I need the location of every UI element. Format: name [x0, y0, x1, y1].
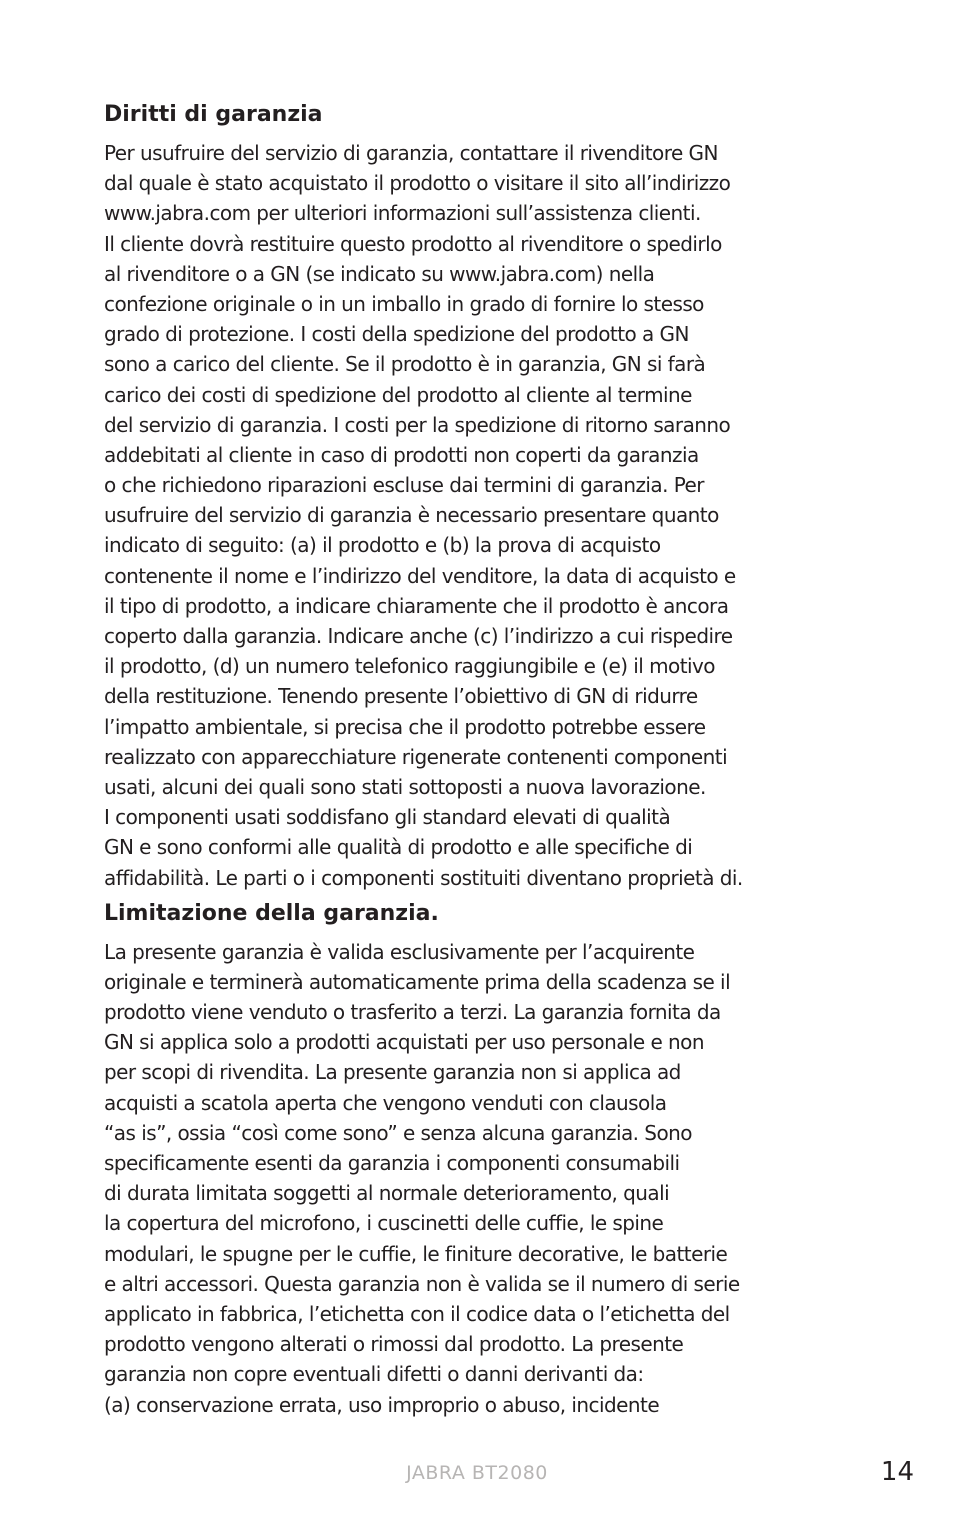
body-line: GN e sono conformi alle qualità di prodotto e alle specifiche di: [104, 835, 693, 860]
body-line: la copertura del microfono, i cuscinetti delle cuffie, le spine: [104, 1211, 664, 1236]
body-line: al rivenditore o a GN (se indicato su www.jabra.com) nella: [104, 261, 655, 286]
body-line: La presente garanzia è valida esclusivamente per l’acquirente: [104, 939, 695, 964]
document-page: [104, 100, 864, 1426]
body-line: sono a carico del cliente. Se il prodotto è in garanzia, GN si farà: [104, 352, 706, 377]
section-body: [104, 138, 864, 893]
section-limitazione-della-garanzia: [104, 899, 864, 1420]
body-line: usati, alcuni dei quali sono stati sottoposti a nuova lavorazione.: [104, 774, 706, 799]
body-line: addebitati al cliente in caso di prodotti non coperti da garanzia: [104, 442, 699, 467]
body-line: indicato di seguito: (a) il prodotto e (b) la prova di acquisto: [104, 533, 661, 558]
body-line: coperto dalla garanzia. Indicare anche (c) l’indirizzo a cui rispedire: [104, 624, 733, 648]
body-line: contenente il nome e l’indirizzo del venditore, la data di acquisto e: [104, 563, 736, 588]
body-line: affidabilità. Le parti o i componenti sostituiti diventano proprietà di.: [104, 865, 743, 890]
body-line: I componenti usati soddisfano gli standard elevati di qualità: [104, 805, 671, 830]
body-line: Il cliente dovrà restituire questo prodotto al rivenditore o spedirlo: [104, 231, 722, 256]
body-line: GN si applica solo a prodotti acquistati per uso personale e non: [104, 1030, 704, 1055]
body-line: il prodotto, (d) un numero telefonico raggiungibile e (e) il motivo: [104, 654, 715, 679]
body-line: grado di protezione. I costi della spedizione del prodotto a GN: [104, 322, 689, 347]
body-line: per scopi di rivendita. La presente garanzia non si applica ad: [104, 1060, 681, 1085]
body-line: originale e terminerà automaticamente prima della scadenza se il: [104, 969, 731, 994]
body-line: e altri accessori. Questa garanzia non è valida se il numero di serie: [104, 1271, 740, 1296]
body-line: l’impatto ambientale, si precisa che il prodotto potrebbe essere: [104, 714, 706, 739]
body-line: il tipo di prodotto, a indicare chiaramente che il prodotto è ancora: [104, 593, 729, 618]
body-line: applicato in fabbrica, l’etichetta con il codice data o l’etichetta del: [104, 1301, 730, 1326]
section-heading: Limitazione della garanzia.: [104, 900, 439, 926]
body-line: realizzato con apparecchiature rigenerate contenenti componenti: [104, 744, 728, 769]
body-line: modulari, le spugne per le cuffie, le finiture decorative, le batterie: [104, 1241, 728, 1266]
body-line: Per usufruire del servizio di garanzia, contattare il rivenditore GN: [104, 141, 718, 165]
body-line: acquisti a scatola aperta che vengono venduti con clausola: [104, 1090, 667, 1115]
body-line: di durata limitata soggetti al normale deterioramento, quali: [104, 1181, 670, 1206]
body-line: www.jabra.com per ulteriori informazioni sull’assistenza clienti.: [104, 201, 701, 226]
body-line: carico dei costi di spedizione del prodotto al cliente al termine: [104, 382, 692, 407]
body-line: prodotto vengono alterati o rimossi dal prodotto. La presente: [104, 1332, 684, 1357]
body-line: della restituzione. Tenendo presente l’obiettivo di GN di ridurre: [104, 684, 698, 709]
section-body: [104, 937, 864, 1420]
body-line: “as is”, ossia “così come sono” e senza alcuna garanzia. Sono: [104, 1120, 692, 1145]
body-line: o che richiedono riparazioni escluse dai termini di garanzia. Per: [104, 473, 704, 498]
body-line: specificamente esenti da garanzia i componenti consumabili: [104, 1151, 680, 1175]
footer-product-name: JABRA BT2080: [406, 1462, 548, 1484]
body-line: usufruire del servizio di garanzia è necessario presentare quanto: [104, 503, 719, 528]
body-line: dal quale è stato acquistato il prodotto o visitare il sito all’indirizzo: [104, 171, 731, 196]
body-line: del servizio di garanzia. I costi per la spedizione di ritorno saranno: [104, 412, 731, 437]
section-diritti-di-garanzia: [104, 100, 864, 893]
body-line: (a) conservazione errata, uso improprio o abuso, incidente: [104, 1392, 660, 1417]
body-line: garanzia non copre eventuali difetti o danni derivanti da:: [104, 1362, 644, 1387]
body-line: confezione originale o in un imballo in grado di fornire lo stesso: [104, 291, 704, 316]
section-heading: Diritti di garanzia: [104, 102, 323, 127]
page-number: 14: [880, 1457, 914, 1487]
body-line: prodotto viene venduto o trasferito a terzi. La garanzia fornita da: [104, 1000, 721, 1025]
